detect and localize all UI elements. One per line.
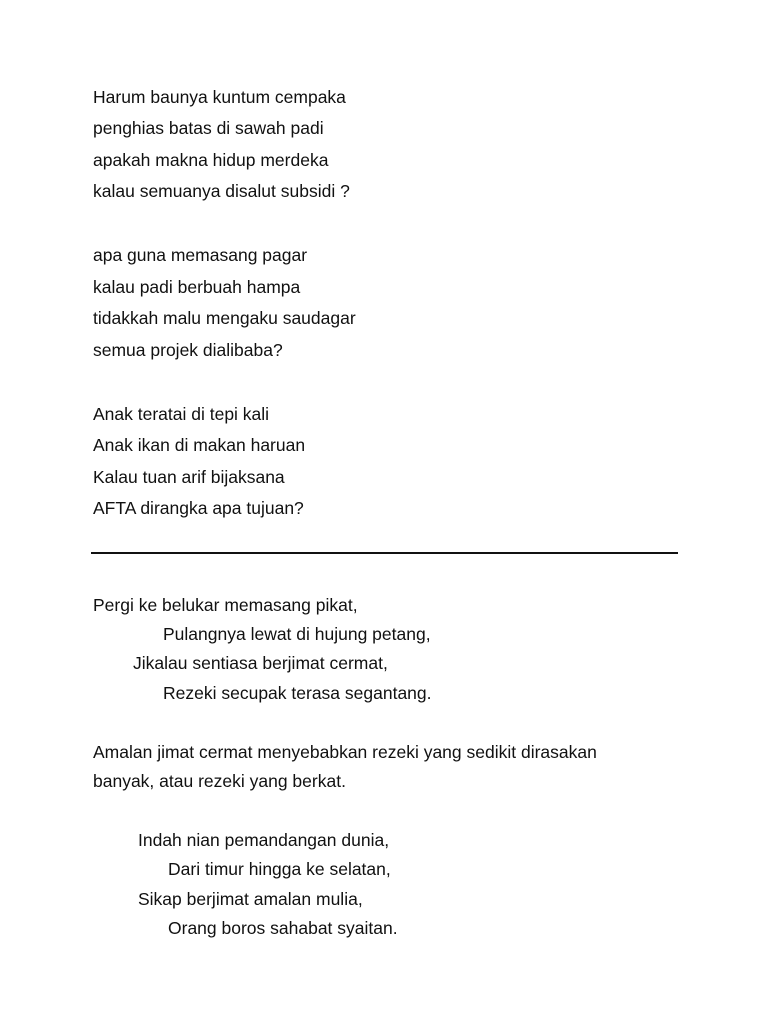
poem1-stanza3-line3: Kalau tuan arif bijaksana <box>93 467 285 487</box>
poem1-stanza2-line2: kalau padi berbuah hampa <box>93 277 301 297</box>
section-divider <box>91 552 678 554</box>
poem1-stanza2-line4: semua projek dialibaba? <box>93 340 283 360</box>
poem1-stanza2-line3: tidakkah malu mengaku saudagar <box>93 308 356 328</box>
poem1-stanza3-line4: AFTA dirangka apa tujuan? <box>93 498 304 518</box>
poem1-stanza3-line1: Anak teratai di tepi kali <box>93 404 270 424</box>
poem1-stanza1-line3: apakah makna hidup merdeka <box>93 150 329 170</box>
poem2-stanza1-line4: Rezeki secupak terasa segantang. <box>163 683 432 703</box>
poem2-stanza2-line3: Sikap berjimat amalan mulia, <box>138 889 363 909</box>
poem2-stanza2-line2: Dari timur hingga ke selatan, <box>168 859 391 879</box>
poem1-stanza1-line4: kalau semuanya disalut subsidi ? <box>93 181 350 201</box>
poem1-stanza1-line2: penghias batas di sawah padi <box>93 118 324 138</box>
poem1-stanza1-line1: Harum baunya kuntum cempaka <box>93 87 346 107</box>
poem2-stanza1-line3: Jikalau sentiasa berjimat cermat, <box>133 653 388 673</box>
explanation-line1: Amalan jimat cermat menyebabkan rezeki yang sedikit dirasakan <box>93 742 597 762</box>
poem2-stanza1-line2: Pulangnya lewat di hujung petang, <box>163 624 431 644</box>
poem1-stanza2-line1: apa guna memasang pagar <box>93 245 308 265</box>
poem2-stanza2-line4: Orang boros sahabat syaitan. <box>168 918 398 938</box>
poem1-stanza3-line2: Anak ikan di makan haruan <box>93 435 306 455</box>
poem2-stanza2-line1: Indah nian pemandangan dunia, <box>138 830 390 850</box>
explanation-line2: banyak, atau rezeki yang berkat. <box>93 771 346 791</box>
poem2-stanza1-line1: Pergi ke belukar memasang pikat, <box>93 595 358 615</box>
